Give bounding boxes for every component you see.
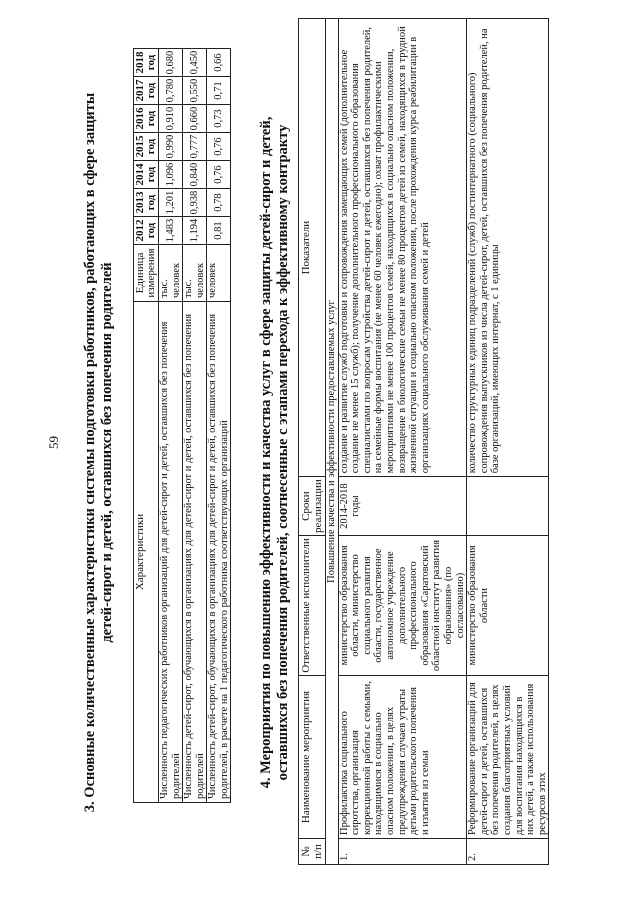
measures-table: [298, 18, 549, 865]
row-value: 0,780: [159, 77, 183, 105]
row-value: 1,096: [159, 161, 183, 189]
header-num: № п/п: [299, 839, 326, 865]
row-unit: тыс. человек: [159, 245, 183, 302]
table-row: [467, 19, 549, 865]
row-value: 0,777: [183, 133, 207, 161]
measures-header-row: [299, 19, 326, 865]
row-value: 1,483: [159, 217, 183, 245]
row-characteristic: Численность детей-сирот, обучающихся в организациях для детей-сирот и детей, оставшихся без попечения родителей: [183, 302, 207, 803]
row-value: 0,76: [207, 161, 231, 189]
row-unit: человек: [207, 245, 231, 302]
header-name: Наименование мероприятия: [299, 676, 326, 839]
row-name: Реформирование организаций для детей-сирот и детей, оставшихся без попечения родителей, в целях создания благоприятных условий для воспитания находящихся в них детей, а также использования ресурсов этих: [467, 676, 549, 839]
header-characteristics: Характеристики: [134, 302, 159, 803]
table-row: [207, 49, 231, 803]
row-value: 0,81: [207, 217, 231, 245]
row-value: 0,450: [183, 49, 207, 77]
table-row: [159, 49, 183, 803]
row-indicators: создание и развитие служб подготовки и сопровождения замещающих семей (дополнительное создание не менее 15 служб); получение дополнительного профессионального образования специалистами по вопросам устройства детей-сирот и детей, оставшихся без попечения родителей, на семейные формы воспитания (не менее 60 человек ежегодно); охват профилактическими мероприятиями не менее 100 процентов семей, находящихся в социально опасном положении, возвращение в биологические семьи не менее 80 процентов детей из семей, находящихся в трудной жизненной ситуации и социально опасном положении, после прохождения курса реабилитации в организациях социального обслуживания семей и детей: [338, 19, 467, 477]
section-subheader: Повышение качества и эффективности предоставляемых услуг: [326, 19, 339, 865]
row-value: 0,76: [207, 133, 231, 161]
row-value: 0,938: [183, 189, 207, 217]
row-value: 1,194: [183, 217, 207, 245]
row-characteristic: Численность детей-сирот, обучающихся в организациях для детей-сирот и детей, оставшихся без попечения родителей, в расчете на 1 педагогического работника соответствующих организаций: [207, 302, 231, 803]
table-row: [338, 19, 467, 865]
row-value: 0,73: [207, 105, 231, 133]
row-terms: [467, 477, 549, 536]
characteristics-header-row: [134, 49, 159, 803]
row-terms: 2014-2018 годы: [338, 477, 467, 536]
row-value: 0,990: [159, 133, 183, 161]
row-value: 0,660: [183, 105, 207, 133]
section-4-title-line-1: 4. Мероприятия по повышению эффективности и качества услуг в сфере защиты детей-сирот и детей,: [258, 116, 274, 789]
row-value: 0,66: [207, 49, 231, 77]
header-year: 2014 год: [134, 161, 159, 189]
row-executors: министерство образования области, министерство социального развития области, государственное автономное учреждение дополнительного профессионального образования «Саратовский областной институт развития образования» (по согласованию): [338, 536, 467, 676]
row-value: 0,71: [207, 77, 231, 105]
row-executors: министерство образования области: [467, 536, 549, 676]
header-unit: Единица измерения: [134, 245, 159, 302]
row-value: 0,910: [159, 105, 183, 133]
row-characteristic: Численность педагогических работников организаций для детей-сирот и детей, оставшихся без попечения родителей: [159, 302, 183, 803]
section-3-title-line-1: 3. Основные количественные характеристики системы подготовки работников, работающих в сфере защиты: [82, 92, 98, 813]
row-value: 0,840: [183, 161, 207, 189]
section-4-title: [258, 0, 292, 905]
characteristics-table: [133, 48, 231, 803]
row-num: 1.: [338, 839, 467, 865]
row-value: 0,78: [207, 189, 231, 217]
header-executors: Ответственные исполнители: [299, 536, 326, 676]
row-indicators: количество структурных единиц подразделений (служб) постинтернатного (социального) сопровождения выпускников из числа детей-сирот, детей, оставшихся без попечения родителей, на базе организаций, имеющих интернат, с 1 единицы: [467, 19, 549, 477]
header-year: 2017 год: [134, 77, 159, 105]
header-year: 2012 год: [134, 217, 159, 245]
section-3-title-line-2: детей-сирот и детей, оставшихся без попечения родителей: [99, 262, 115, 643]
section-4-title-line-2: оставшихся без попечения родителей, соотнесенные с этапами перехода к эффективному контракту: [275, 124, 291, 781]
row-value: 0,550: [183, 77, 207, 105]
header-indicators: Показатели: [299, 19, 326, 477]
row-value: 1,201: [159, 189, 183, 217]
header-year: 2015 год: [134, 133, 159, 161]
header-terms: Сроки реализации: [299, 477, 326, 536]
row-num: 2.: [467, 839, 549, 865]
row-name: Профилактика социального сиротства, организация коррекционной работы с семьями, находящимися в социально опасном положении, в целях предупреждения случаев утраты детьми родительского попечения и изъятия из семьи: [338, 676, 467, 839]
header-year: 2018 год: [134, 49, 159, 77]
row-value: 0,680: [159, 49, 183, 77]
page-number: 59: [46, 436, 61, 449]
header-year: 2016 год: [134, 105, 159, 133]
row-unit: тыс. человек: [183, 245, 207, 302]
header-year: 2013 год: [134, 189, 159, 217]
subheader-row: [326, 19, 339, 865]
section-3-title: [82, 0, 116, 905]
table-row: [183, 49, 207, 803]
